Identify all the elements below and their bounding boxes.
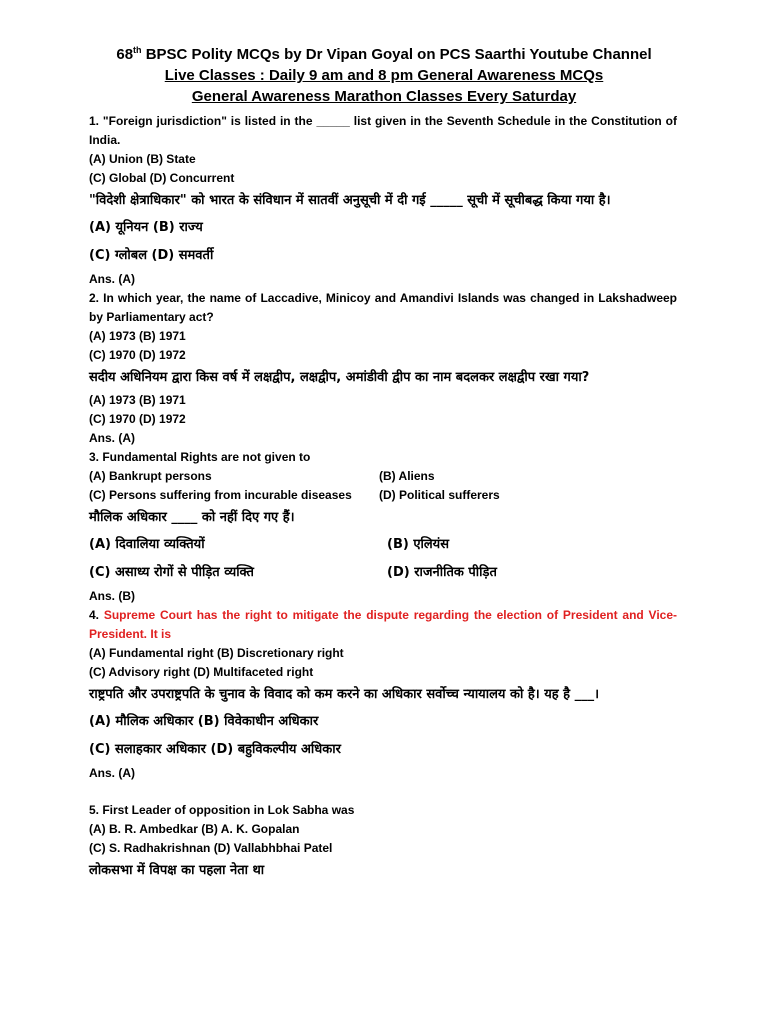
question-1-hindi-options-cd: (C) ग्लोबल (D) समवर्ती <box>89 248 214 263</box>
question-3-hindi-options-row-2 <box>89 559 677 587</box>
question-4-english <box>89 606 677 644</box>
question-3-english: 3. Fundamental Rights are not given to <box>89 450 311 464</box>
question-4-hindi: राष्ट्रपति और उपराष्ट्रपति के चुनाव के विवाद को कम करने का अधिकार सर्वोच्च न्यायालय को है। यह है ___। <box>89 687 600 702</box>
question-3-option-a: (A) Bankrupt persons <box>89 469 212 483</box>
question-1 <box>89 112 677 289</box>
question-5 <box>89 801 677 884</box>
question-3-hindi-options-row-1 <box>89 531 677 559</box>
question-2 <box>89 289 677 448</box>
header-title <box>0 44 768 65</box>
question-1-answer: Ans. (A) <box>89 272 135 286</box>
header-superscript: th <box>133 45 142 55</box>
question-4-number: 4. <box>89 608 104 622</box>
question-1-options-ab: (A) Union (B) State <box>89 152 196 166</box>
question-1-options-cd: (C) Global (D) Concurrent <box>89 171 235 185</box>
document-header <box>0 44 768 107</box>
question-4-answer: Ans. (A) <box>89 766 135 780</box>
question-3-hindi-option-a: (A) दिवालिया व्यक्तियों <box>89 537 205 552</box>
question-2-hindi-options-ab: (A) 1973 (B) 1971 <box>89 393 186 407</box>
question-5-options-ab: (A) B. R. Ambedkar (B) A. K. Gopalan <box>89 822 300 836</box>
question-3-option-b: (B) Aliens <box>379 469 435 483</box>
question-2-options-cd: (C) 1970 (D) 1972 <box>89 348 186 362</box>
question-2-options-ab: (A) 1973 (B) 1971 <box>89 329 186 343</box>
question-2-hindi-options-cd: (C) 1970 (D) 1972 <box>89 412 186 426</box>
header-number: 68 <box>116 46 134 63</box>
question-2-english: 2. In which year, the name of Laccadive, Minicoy and Amandivi Islands was changed in Lakshadweep by Parliamentary act? <box>89 291 677 324</box>
question-4-hindi-options-cd: (C) सलाहकार अधिकार (D) बहुविकल्पीय अधिकार <box>89 742 341 757</box>
question-5-english: 5. First Leader of opposition in Lok Sabha was <box>89 803 355 817</box>
question-3-hindi: मौलिक अधिकार ____ को नहीं दिए गए हैं। <box>89 510 295 525</box>
question-1-hindi-options-ab: (A) यूनियन (B) राज्य <box>89 220 203 235</box>
question-4-text: Supreme Court has the right to mitigate the dispute regarding the election of President and Vice-President. It is <box>89 608 677 641</box>
header-title-text: BPSC Polity MCQs by Dr Vipan Goyal on PCS Saarthi Youtube Channel <box>141 46 652 63</box>
question-3-hindi-option-c: (C) असाध्य रोगों से पीड़ित व्यक्ति <box>89 565 254 580</box>
question-2-hindi: सदीय अधिनियम द्वारा किस वर्ष में लक्षद्वीप, लक्षद्वीप, अमांडीवी द्वीप का नाम बदलकर लक्षद्वीप रखा गया? <box>89 370 590 385</box>
question-4-options-ab: (A) Fundamental right (B) Discretionary right <box>89 646 344 660</box>
question-3-answer: Ans. (B) <box>89 589 135 603</box>
spacer <box>89 783 677 801</box>
question-2-answer: Ans. (A) <box>89 431 135 445</box>
question-1-hindi: "विदेशी क्षेत्राधिकार" को भारत के संविधान में सातवीं अनुसूची में दी गई _____ सूची में सूचीबद्ध किया गया है। <box>89 193 611 208</box>
question-4-hindi-options-ab: (A) मौलिक अधिकार (B) विवेकाधीन अधिकार <box>89 714 319 729</box>
question-4-options-cd: (C) Advisory right (D) Multifaceted right <box>89 665 314 679</box>
header-live-classes: Live Classes : Daily 9 am and 8 pm General Awareness MCQs <box>164 67 604 84</box>
question-5-hindi: लोकसभा में विपक्ष का पहला नेता था <box>89 863 265 878</box>
question-3-option-c: (C) Persons suffering from incurable diseases <box>89 488 352 502</box>
question-3-options-row-1 <box>89 467 677 486</box>
question-3 <box>89 448 677 606</box>
question-list <box>89 112 677 884</box>
question-3-option-d: (D) Political sufferers <box>379 488 500 502</box>
question-5-options-cd: (C) S. Radhakrishnan (D) Vallabhbhai Patel <box>89 841 333 855</box>
question-3-hindi-option-d: (D) राजनीतिक पीड़ित <box>387 565 497 580</box>
question-4 <box>89 606 677 783</box>
question-1-english: 1. "Foreign jurisdiction" is listed in the _____ list given in the Seventh Schedule in the Constitution of India. <box>89 114 677 147</box>
question-3-hindi-option-b: (B) एलियंस <box>387 537 450 552</box>
header-marathon-classes: General Awareness Marathon Classes Every Saturday <box>191 88 577 105</box>
question-3-options-row-2 <box>89 486 677 505</box>
